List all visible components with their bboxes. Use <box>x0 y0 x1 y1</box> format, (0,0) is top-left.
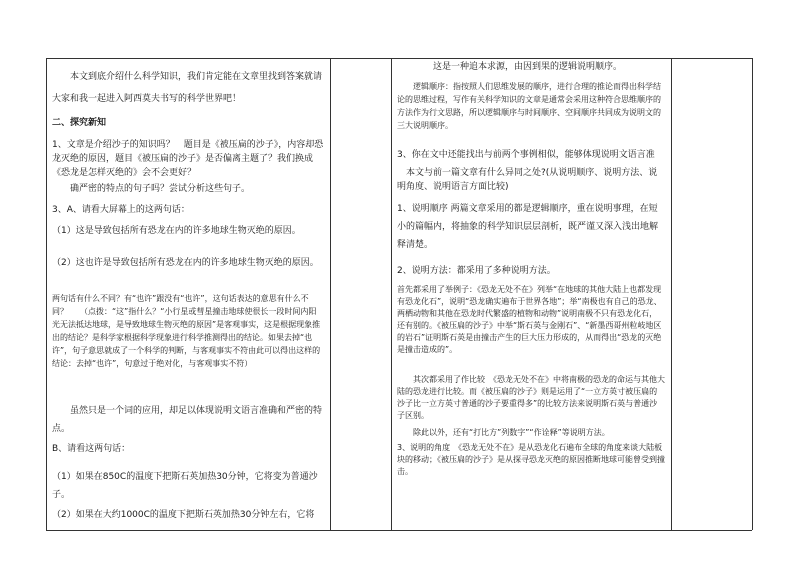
table-bottom-border <box>46 530 752 531</box>
answer-angle: 3、说明的角度 《恐龙无处不在》是从恐龙化石遍布全球的角度来谈大陆板块的移动；《被压扁的沙子》是从探寻恐龙灭绝的原因推断地球可能曾受到撞击。 <box>397 443 665 476</box>
section-title: 二、探究新知 <box>52 118 107 128</box>
table-top-border <box>46 58 752 59</box>
question-1: 1、文章是介绍沙子的知识吗？ 题目是《被压扁的沙子》，内容却恐龙灭绝的原因，题目《被压扁的沙子》是否偏离主题了？我们换成《恐龙是怎样灭绝的》会不会更好？ <box>52 140 324 178</box>
other-methods: 除此以外，还有“打比方”列数字”“作诠释”等说明方法。 <box>413 428 610 437</box>
table-col-border-1 <box>46 58 47 530</box>
table-col-border-3 <box>391 58 392 530</box>
question-3-right: 3、你在文中还能找出与前两个事例相似，能够体现说明文语言准 <box>397 150 655 160</box>
logic-order-definition: 逻辑顺序：指按照人们思维发展的顺序，进行合理的推论而得出科学结论的思维过程，写作有关科学知识的文章是通常会采用这种符合思维顺序的方法作为行文思路，所以逻辑顺序与时间顺序、空间顺序共同成为说明文的三大说明顺序。 <box>397 82 661 130</box>
comparison-paragraph: 其次都采用了作比较 《恐龙无处不在》中将南极的恐龙的命运与其他大陆的恐龙进行比较。而《被压扁的沙子》则是运用了“一立方英寸被压扁的沙子比一立方英寸普通的沙子要重得多”的比较方法来说明斯石英与普通沙子区别。 <box>397 375 665 420</box>
logic-order-summary: 这是一种追本求源，由因到果的逻辑说明顺序。 <box>433 62 623 72</box>
table-col-border-4 <box>671 58 672 530</box>
sentence-b2: （2）如果在大约1000C的温度下把斯石英加热30分钟左右，它将 <box>52 510 315 520</box>
intro-paragraph: 本文到底介绍什么科学知识，我们肯定能在文章里找到答案就请大家和我一起进入阿西莫夫书写的科学世界吧！ <box>52 72 323 104</box>
compare-question: 本文与前一篇文章有什么异同之处?(从说明顺序、说明方法、说明角度、说明语言方面比较) <box>397 168 658 192</box>
analysis-paragraph: 两句话有什么不同？有“也许”跟没有“也许”，这句话表达的意思有什么不同？ （点拨：“这”指什么？“小行星或彗星撞击地球使很长一段时间内阳光无法抵达地球，是导致地球生物灭绝的原因”是客观事实，这是根据现象推出的结论？是科学家根据科学现象进行科学推测得出的结论。如果去掉“也许”，句子意思就成了一个科学的判断，与客观事实不符由此可以得出这样的结论：去掉“也许”，句意过于绝对化，与客观事实不符） <box>52 294 321 368</box>
table-col-border-2 <box>330 58 331 530</box>
question-3b: B、请看这两句话： <box>52 444 131 454</box>
sentence-1: （1）这是导致包括所有恐龙在内的许多地球生物灭绝的原因。 <box>52 226 301 236</box>
sentence-b1: （1）如果在850C的温度下把斯石英加热30分钟，它将变为普通沙子。 <box>52 472 318 500</box>
sentence-2: （2）这也许是导致包括所有恐龙在内的许多地球生物灭绝的原因。 <box>52 258 319 268</box>
examples-paragraph: 首先都采用了举例子：《恐龙无处不在》列举“在地球的其他大陆上也都发现有恐龙化石”，说明“恐龙确实遍布于世界各地”；举“南极也有自己的恐龙、两栖动物和其他在恐龙时代繁盛的植物和动物”说明南极不只有恐龙化石，还有别的。《被压扁的沙子》中举“斯石英与金刚石”、“新墨西哥州粒岐地区的岩石”证明斯石英是由撞击产生的巨大压力形成的，从而得出“恐龙的灭绝是撞击造成的”。 <box>397 285 662 354</box>
conclusion-paragraph: 虽然只是一个词的应用，却足以体现说明文语言准确和严密的特点。 <box>52 406 323 434</box>
answer-order: 1、说明顺序 两篇文章采用的都是逻辑顺序，重在说明事理，在短小的篇幅内，将抽象的科学知识层层剖析，既严谨又深入浅出地解释清楚。 <box>397 204 659 250</box>
question-3a: 3、A、请看大屏幕上的这两句话： <box>52 205 190 215</box>
question-2: 确严密的特点的句子吗？尝试分析这些句子。 <box>70 184 251 194</box>
answer-methods: 2、说明方法：都采用了多种说明方法。 <box>397 266 556 276</box>
table-col-border-5 <box>752 58 753 530</box>
